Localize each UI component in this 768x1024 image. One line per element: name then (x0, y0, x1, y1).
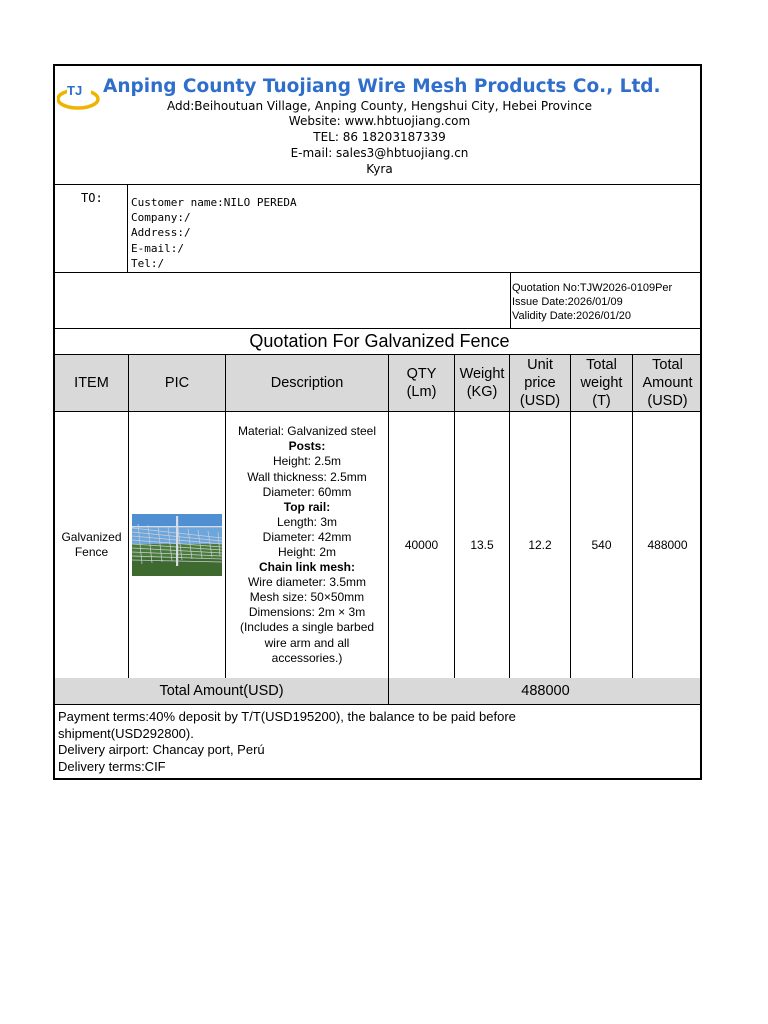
header-weight (455, 355, 509, 411)
delivery-terms: Delivery terms:CIF (58, 758, 166, 774)
company-contact: Kyra (366, 162, 393, 176)
header-ta-line1: Total (652, 357, 683, 373)
desc-posts-title: Posts: (288, 439, 326, 454)
desc-rail-diameter: Diameter: 42mm (262, 529, 352, 544)
divider (55, 272, 700, 273)
header-unit-line2: price (524, 375, 556, 391)
customer-name: Customer name:NILO PEREDA (131, 196, 297, 209)
cell-total-amount: 488000 (647, 537, 688, 552)
company-address: Add:Beihoutuan Village, Anping County, Hengshui City, Hebei Province (167, 99, 592, 113)
divider (510, 272, 511, 328)
desc-rail-length: Length: 3m (276, 514, 338, 529)
desc-note-line2: wire arm and all (264, 635, 350, 650)
quotation-number: Quotation No:TJW2026-0109Per (512, 282, 673, 294)
desc-material: Material: Galvanized steel (237, 424, 377, 439)
validity-date: Validity Date:2026/01/20 (512, 310, 632, 322)
cell-qty: 40000 (404, 537, 439, 552)
delivery-airport: Delivery airport: Chancay port, Perú (58, 742, 265, 757)
desc-note-line1: (Includes a single barbed (239, 620, 375, 635)
issue-date: Issue Date:2026/01/09 (512, 296, 623, 308)
header-qty (389, 355, 454, 411)
desc-posts-height: Height: 2.5m (272, 454, 342, 469)
company-name: Anping County Tuojiang Wire Mesh Products Co., Ltd. (103, 76, 661, 97)
logo-text: TJ (67, 83, 83, 98)
cell-total-weight: 540 (591, 537, 612, 552)
cell-weight: 13.5 (470, 537, 494, 552)
payment-terms-line2: shipment(USD292800). (58, 725, 194, 741)
desc-posts-wall: Wall thickness: 2.5mm (247, 469, 367, 484)
table-row-description (226, 412, 388, 678)
header-unit-price (510, 355, 570, 411)
header-tw-line3: (T) (592, 393, 611, 409)
fence-photo (132, 514, 222, 576)
table-row-item (55, 412, 128, 678)
header-unit-line1: Unit (527, 357, 553, 373)
company-tel: TEL: 86 18203187339 (313, 130, 446, 144)
header-weight-line2: (KG) (466, 384, 498, 400)
customer-info (131, 195, 297, 271)
quotation-meta (512, 281, 672, 323)
total-value: 488000 (521, 683, 570, 699)
customer-tel: Tel:/ (131, 256, 165, 270)
header-total-amount (633, 355, 702, 411)
company-website: Website: www.hbtuojiang.com (288, 114, 471, 128)
header-ta-line3: (USD) (647, 393, 688, 409)
terms-block (58, 709, 516, 775)
divider (55, 328, 700, 329)
to-label: TO: (81, 191, 103, 205)
quotation-title: Quotation For Galvanized Fence (249, 331, 510, 351)
divider (55, 184, 700, 185)
customer-company: Company:/ (131, 211, 191, 225)
payment-terms-line1: Payment terms:40% deposit by T/T(USD195200), the balance to be paid before (58, 709, 516, 724)
header-ta-line2: Amount (642, 375, 693, 391)
customer-email: E-mail:/ (131, 241, 184, 255)
header-item: ITEM (74, 375, 109, 391)
desc-mesh-size: Mesh size: 50×50mm (249, 590, 365, 605)
desc-posts-diameter: Diameter: 60mm (262, 484, 352, 499)
header-tw-line2: weight (580, 375, 623, 391)
divider (55, 704, 700, 705)
cell-unit-price: 12.2 (528, 537, 552, 552)
item-line1: Galvanized (61, 530, 122, 544)
header-unit-line3: (USD) (519, 393, 561, 409)
total-label: Total Amount(USD) (159, 683, 284, 699)
desc-rail-height: Height: 2m (277, 545, 337, 559)
desc-mesh-title: Chain link mesh: (258, 560, 356, 575)
customer-address: Address:/ (131, 226, 191, 240)
header-pic: PIC (164, 375, 190, 391)
desc-mesh-wire: Wire diameter: 3.5mm (247, 575, 367, 590)
divider (127, 184, 128, 272)
header-total-weight (571, 355, 632, 411)
header-qty-line2: (Lm) (406, 384, 437, 400)
header-description: Description (270, 375, 344, 391)
header-tw-line1: Total (586, 357, 617, 373)
item-line2: Fence (74, 545, 109, 559)
company-email: E-mail: sales3@hbtuojiang.cn (290, 146, 469, 160)
desc-note-line3: accessories.) (271, 650, 343, 665)
desc-rail-title: Top rail: (283, 499, 331, 514)
header-qty-line1: QTY (406, 366, 437, 382)
desc-mesh-dims: Dimensions: 2m × 3m (248, 605, 366, 620)
quotation-sheet (53, 64, 702, 780)
header-weight-line1: Weight (459, 366, 505, 382)
